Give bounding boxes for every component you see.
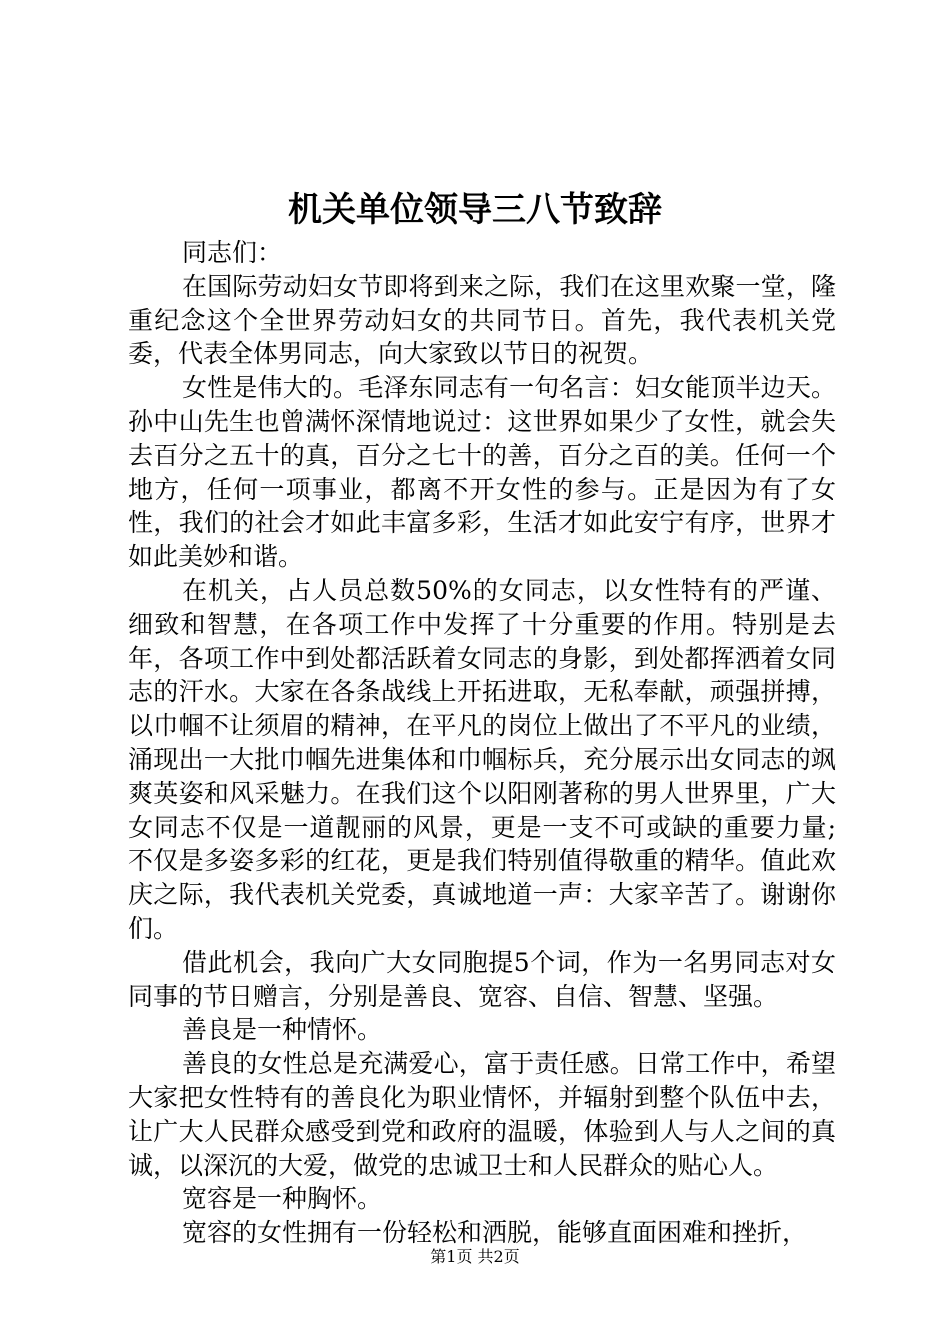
paragraph-opening: 在国际劳动妇女节即将到来之际，我们在这里欢聚一堂，隆重纪念这个全世界劳动妇女的共同节日。首先，我代表机关党委，代表全体男同志，向大家致以节日的祝贺。	[128, 271, 836, 369]
paragraph-women-great: 女性是伟大的。毛泽东同志有一句名言：妇女能顶半边天。孙中山先生也曾满怀深情地说过：这世界如果少了女性，就会失去百分之五十的真，百分之七十的善，百分之百的美。任何一个地方，任何一项事业，都离不开女性的参与。正是因为有了女性，我们的社会才如此丰富多彩，生活才如此安宁有序，世界才如此美妙和谐。	[128, 373, 836, 572]
paragraph-women-in-office: 在机关，占人员总数50%的女同志，以女性特有的严谨、细致和智慧，在各项工作中发挥了十分重要的作用。特别是去年，各项工作中到处都活跃着女同志的身影，到处都挥洒着女同志的汗水。大家在各条战线上开拓进取，无私奉献，顽强拼搏，以巾帼不让须眉的精神，在平凡的岗位上做出了不平凡的业绩，涌现出一大批巾帼先进集体和巾帼标兵，充分展示出女同志的飒爽英姿和风采魅力。在我们这个以阳刚著称的男人世界里，广大女同志不仅是一道靓丽的风景，更是一支不可或缺的重要力量;不仅是多姿多彩的红花，更是我们特别值得敬重的精华。值此欢庆之际，我代表机关党委，真诚地道一声：大家辛苦了。谢谢你们。	[128, 575, 836, 943]
paragraph-five-words: 借此机会，我向广大女同胞提5个词，作为一名男同志对女同事的节日赠言，分别是善良、宽容、自信、智慧、坚强。	[128, 947, 836, 1011]
page-title: 机关单位领导三八节致辞	[288, 190, 662, 230]
paragraph-tolerance: 宽容的女性拥有一份轻松和洒脱，能够直面困难和挫折，	[182, 1218, 808, 1248]
paragraph-kindness: 善良的女性总是充满爱心，富于责任感。日常工作中，希望大家把女性特有的善良化为职业情怀，并辐射到整个队伍中去，让广大人民群众感受到党和政府的温暖，体验到人与人之间的真诚，以深沉的大爱，做党的忠诚卫士和人民群众的贴心人。	[128, 1049, 836, 1180]
page-number-footer: 第1页 共2页	[430, 1247, 520, 1266]
paragraph-tolerance-heading: 宽容是一种胸怀。	[182, 1184, 383, 1214]
document-body	[128, 236, 836, 1250]
paragraph-kindness-heading: 善良是一种情怀。	[182, 1015, 383, 1045]
paragraph-salutation: 同志们：	[182, 238, 283, 267]
